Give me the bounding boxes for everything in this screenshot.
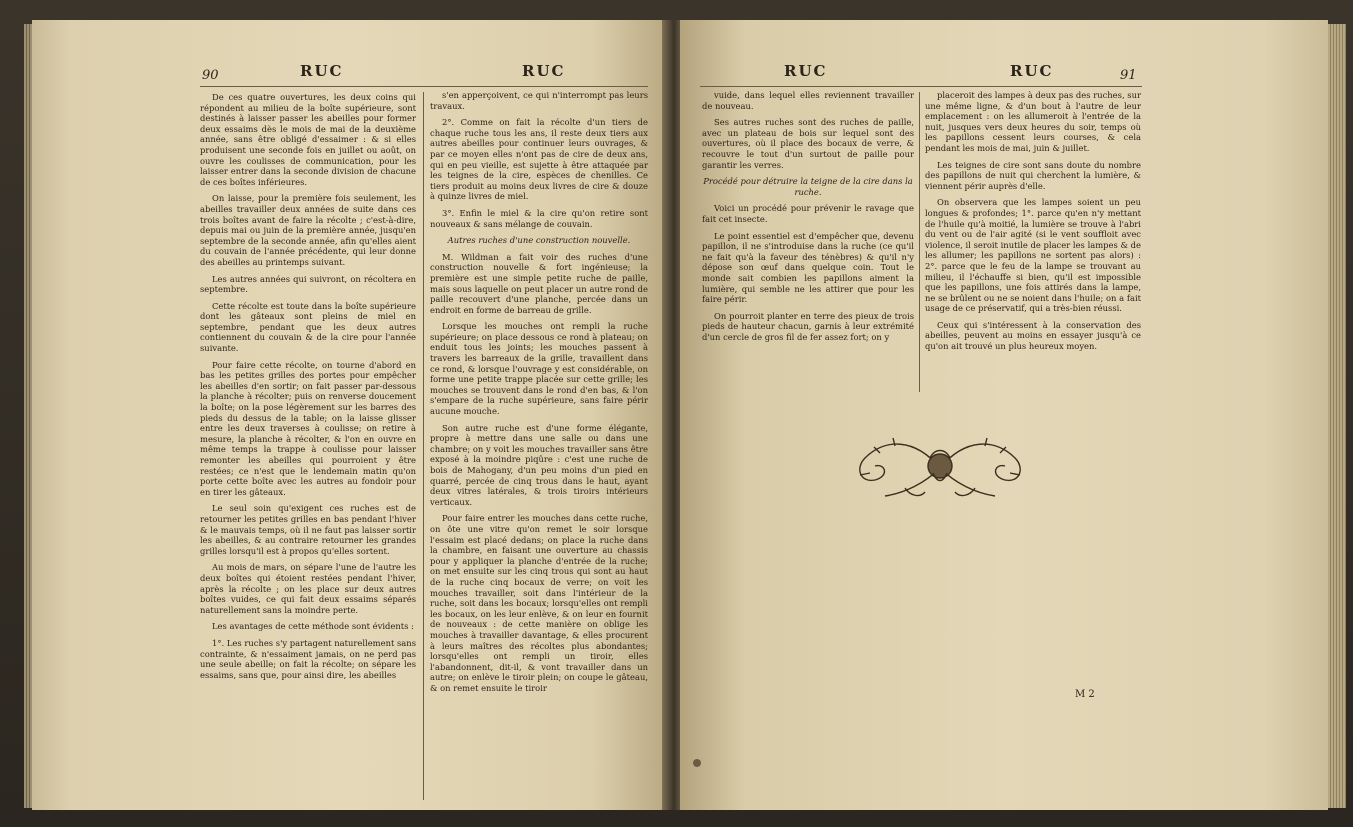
left-header-right: RUC xyxy=(522,62,566,80)
paragraph: Les autres années qui suivront, on récoltera en septembre. xyxy=(200,273,416,295)
right-page-edges xyxy=(1328,24,1346,808)
page-spot xyxy=(693,759,701,767)
paragraph: 1°. Les ruches s'y partagent naturellement sans contrainte, & n'essaiment jamais, on ne perd pas une seule abeille; on fait la récolte; on sépare les essaims, sans que, pour ainsi dire, les abeilles xyxy=(200,637,416,680)
paragraph: On pourroit planter en terre des pieux de trois pieds de hauteur chacun, garnis à leur extrémité d'un cercle de gros fil de fer assez fort; on y xyxy=(702,310,914,342)
paragraph: 2°. Comme on fait la récolte d'un tiers de chaque ruche tous les ans, il reste deux tiers aux autres abeilles pour continuer leurs ouvrages, & par ce moyen elles n'ont pas de cire de deux ans, qui en peu vieille, est sujette à être attaquée par les teignes de la cire, espèces de chenilles. Ce tiers produit au moins deux livres de cire & douze à quinze livres de miel. xyxy=(430,117,648,202)
paragraph: Pour faire cette récolte, on tourne d'abord en bas les petites grilles des portes pour empêcher les abeilles d'en sortir; on fait passer par-dessous la planche à récolter; puis on renverse doucement la boîte; on la pose légèrement sur les barres des pieds du dessus de la table; on la laisse glisser entre les deux traverses à coulisse; on retire à mesure, la planche à récolter, & l'on en ouvre en même temps la trappe à coulisse pour laisser remonter les abeilles qui pourroient y être restées; ce n'est que le lendemain matin qu'on porte cette boîte avec les autres au fondoir pour en tirer les gâteaux. xyxy=(200,359,416,497)
paragraph: Le seul soin qu'exigent ces ruches est de retourner les petites grilles en bas pendant l'hiver & le mauvais temps, où il ne faut pas laisser sortir les abeilles, & au contraire retourner les grandes grilles lorsqu'il est à propos qu'elles sortent. xyxy=(200,503,416,556)
paragraph: Voici un procédé pour prévenir le ravage que fait cet insecte. xyxy=(702,203,914,224)
paragraph: vuide, dans lequel elles reviennent travailler de nouveau. xyxy=(702,90,914,111)
paragraph: On laisse, pour la première fois seulement, les abeilles travailler deux années de suite dans ces trois boîtes avant de faire la récolte ; c'est-à-dire, depuis mai ou juin de la première année, jusqu'en septembre de la seconde année, afin qu'elles aient du couvain de l'année précédente, qui leur donne des abeilles au printemps suivant. xyxy=(200,193,416,267)
paragraph: 3°. Enfin le miel & la cire qu'on retire sont nouveaux & sans mélange de couvain. xyxy=(430,207,648,229)
paragraph: Pour faire entrer les mouches dans cette ruche, on ôte une vitre qu'on remet le soir lorsque l'essaim est placé dedans; on place la ruche dans la chambre, en faisant une ouverture au chassis pour y appliquer la planche d'entrée de la ruche; on met ensuite sur les cinq trous qui sont au haut de la ruche cinq bocaux de verre; on voit les mouches travailler, soit dans l'intérieur de la ruche, soit dans les bocaux; lorsqu'elles ont rempli les bocaux, on les leur enlève, & on leur en fournit de nouveaux : de cette manière on oblige les mouches à travailler davantage, & elles procurent à leurs maîtres des récoltes plus abondantes; lorsqu'elles ont rempli un tiroir, elles l'abandonnent, dit-il, & vont travailler dans un autre; on enlève le tiroir plein; on coupe le gâteau, & on remet ensuite le tiroir xyxy=(430,513,648,693)
paragraph: Au mois de mars, on sépare l'une de l'autre les deux boîtes qui étoient restées pendant l'hiver, après la récolte ; on les place sur deux autres boîtes vuides, ce qui fait deux essaims séparés naturellement sans la moindre perte. xyxy=(200,562,416,615)
paragraph: Le point essentiel est d'empêcher que, devenu papillon, il ne s'introduise dans la ruche (ce qu'il ne fait qu'à la faveur des ténèbres) & qu'il n'y dépose son œuf dans quelque coin. Tout le monde sait combien les papillons aiment la lumière, qui semble ne les attirer que pour les faire périr. xyxy=(702,230,914,305)
paragraph: Lorsque les mouches ont rempli la ruche supérieure; on place dessous ce rond à plateau; on enduit tous les joints; les mouches passent à travers les barreaux de la grille, travaillent dans ce rond, & lorsque l'ouvrage y est considérable, on forme une petite trappe placée sur cette grille; les mouches se trouvent dans le rond d'en bas, & l'on s'empare de la ruche supérieure, sans faire périr aucune mouche. xyxy=(430,321,648,417)
paragraph: s'en apperçoivent, ce qui n'interrompt pas leurs travaux. xyxy=(430,90,648,111)
paragraph: M. Wildman a fait voir des ruches d'une construction nouvelle & fort ingénieuse; la première est une simple petite ruche de paille, mais sous laquelle on peut placer un autre rond de paille recouvert d'une planche, percée dans un endroit en forme de barreau de grille. xyxy=(430,251,648,315)
right-header-rule xyxy=(700,86,1142,87)
left-header-rule xyxy=(200,86,648,87)
left-column-rule xyxy=(423,92,424,800)
paragraph: On observera que les lampes soient un peu longues & profondes; 1°. parce qu'en n'y mettant de l'huile qu'à moitié, la lumière se trouve à l'abri du vent ou de l'air agité (si le vent souffloit avec violence, il seroit inutile de placer les lampes & de les allumer; les papillons ne sortent pas alors) : 2°. parce que le feu de la lampe se trouvant au milieu, il l'échauffe si bien, qu'il est impossible que les papillons, une fois attirés dans la lampe, ne se brûlent ou ne se noient dans l'huile; on a fait usage de ce préservatif, qui a très-bien réussi. xyxy=(925,197,1141,314)
right-header-right: RUC xyxy=(1010,62,1054,80)
floral-ornament xyxy=(845,428,1035,506)
ornament-garland xyxy=(905,488,975,495)
right-column-2 xyxy=(925,90,1141,400)
paragraph: Ceux qui s'intéressent à la conservation des abeilles, peuvent au moins en essayer jusqu'à ce qu'on ait trouvé un plus heureux moyen. xyxy=(925,319,1141,352)
section-heading: Autres ruches d'une construction nouvelle. xyxy=(447,235,631,246)
left-column-1 xyxy=(200,92,416,802)
left-page-number: 90 xyxy=(202,68,219,83)
section-heading: Procédé pour détruire la teigne de la cire dans la ruche. xyxy=(703,176,913,197)
left-header-left: RUC xyxy=(300,62,344,80)
paragraph: Ses autres ruches sont des ruches de paille, avec un plateau de bois sur lequel sont des ouvertures, où il place des bocaux de verre, & recouvre le tout d'un surtout de paille pour garantir les verres. xyxy=(702,117,914,170)
paragraph: placeroit des lampes à deux pas des ruches, sur une même ligne, & d'un bout à l'autre de leur emplacement : on les allumeroit à l'entrée de la nuit, jusques vers deux heures du soir, temps où les papillons cessent leurs courses, & cela pendant les mois de mai, juin & juillet. xyxy=(925,90,1141,153)
left-column-2 xyxy=(430,90,648,802)
paragraph: Les teignes de cire sont sans doute du nombre des papillons de nuit qui cherchent la lumière, & viennent périr auprès d'elle. xyxy=(925,159,1141,191)
right-column-rule xyxy=(919,92,920,392)
right-header-left: RUC xyxy=(784,62,828,80)
paragraph: Les avantages de cette méthode sont évidents : xyxy=(212,621,414,632)
paragraph: Son autre ruche est d'une forme élégante, propre à mettre dans une salle ou dans une chambre; on y voit les mouches travailler sans être exposé à la moindre piqûre : c'est une ruche de bois de Mahogany, d'un peu moins d'un pied en quarré, percée de cinq trous dans le haut, ayant deux vitres latérales, & trois tiroirs intérieurs verticaux. xyxy=(430,422,648,507)
signature-mark: M 2 xyxy=(1075,689,1095,700)
paragraph: Cette récolte est toute dans la boîte supérieure dont les gâteaux sont pleins de miel en septembre, pendant que les deux autres contiennent du couvain & de la cire pour l'année suivante. xyxy=(200,300,416,354)
paragraph: De ces quatre ouvertures, les deux coins qui répondent au milieu de la boîte supérieure, sont destinés à laisser passer les abeilles pour former deux essaims dès le mois de mai de la deuxième année, sans être obligé d'essaimer : & si elles produisent une seconde fois en juillet ou août, on ouvre les coulisses de communication, pour les laisser entrer dans la seconde division de chacune de ces boîtes inférieures. xyxy=(200,92,416,187)
right-column-1 xyxy=(702,90,914,400)
right-page-number: 91 xyxy=(1120,68,1137,83)
ornament-center xyxy=(928,454,952,478)
